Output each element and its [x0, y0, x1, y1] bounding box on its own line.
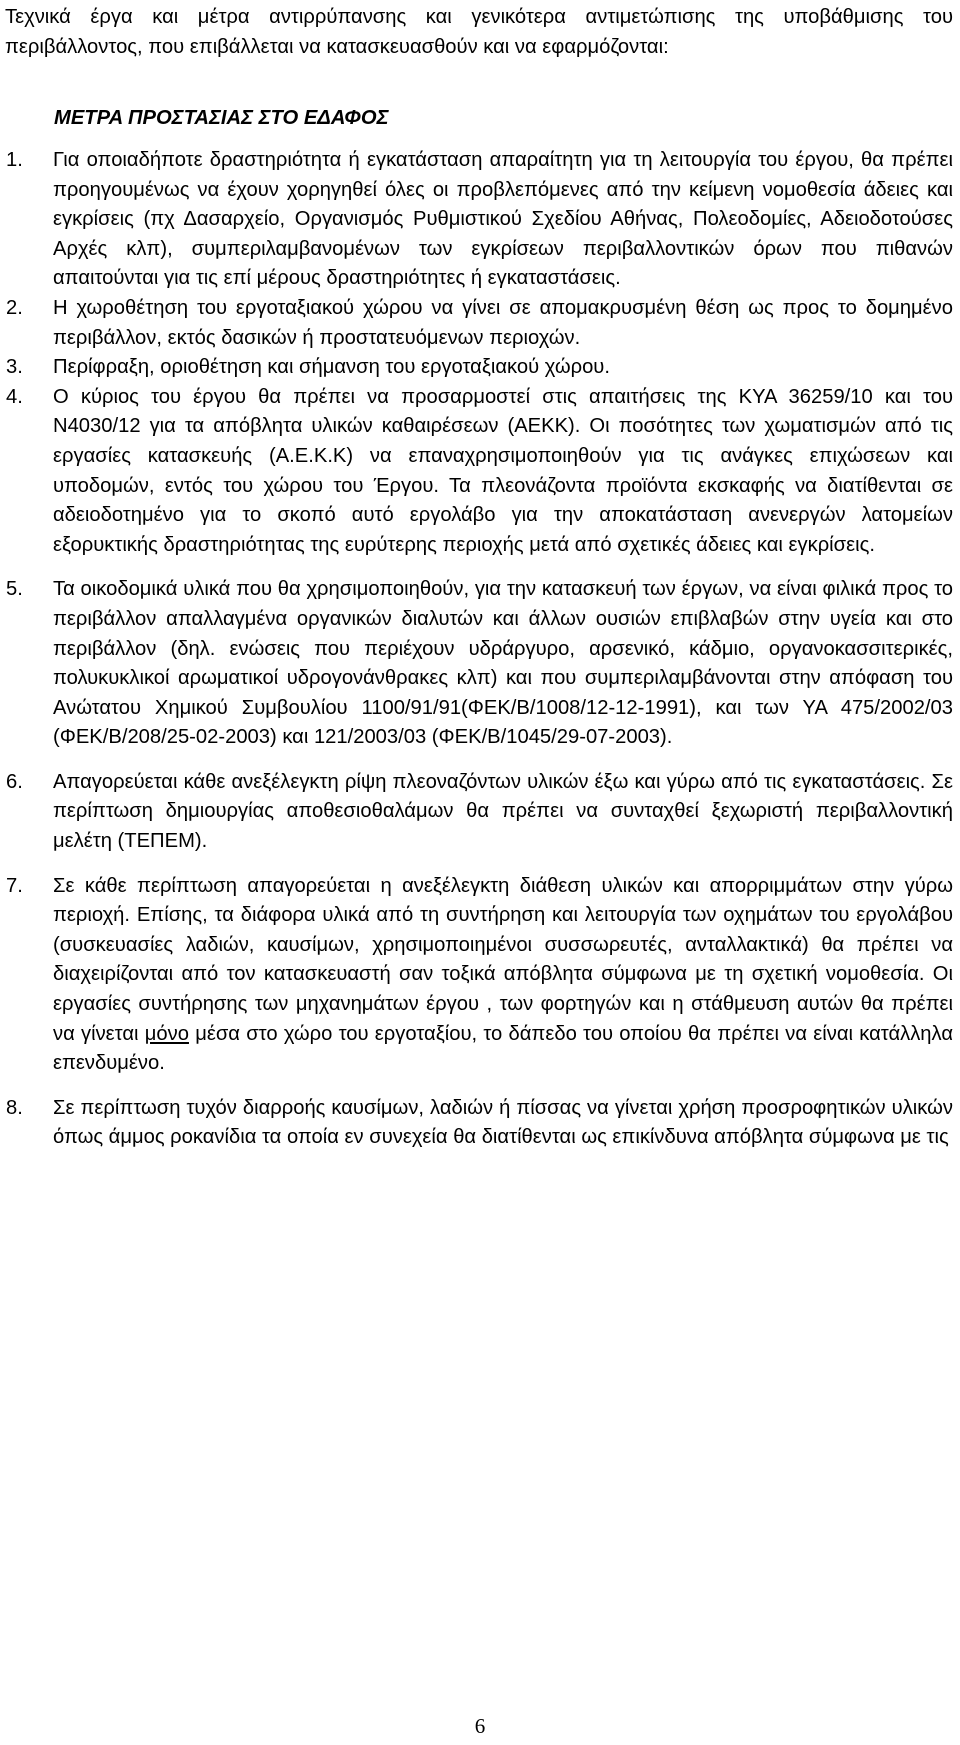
item-number: 7. [6, 874, 23, 897]
list-item [5, 146, 953, 294]
item-text: Τα οικοδομικά υλικά που θα χρησιμοποιηθούν, για την κατασκευή των έργων, να είναι φιλικά προς το περιβάλλον απαλλαγμένα οργανικών διαλυτών και άλλων ουσιών επιβλαβών στην υγεία και στο περιβάλλον (δηλ. ενώσεις που περιέχουν υδράργυρο, αρσενικό, κάδμιο, οργανοκασσιτερικές, πολυκυκλικοί αρωματικοί υδρογονάνθρακες κλπ) και που συμπεριλαμβάνονται στην απόφαση του Ανώτατου Χημικού Συμβουλίου 1100/91/91(ΦΕΚ/Β/1008/12-12-1991), και των ΥΑ 475/2002/03 (ΦΕΚ/Β/208/25-02-2003) και 121/2003/03 (ΦΕΚ/Β/1045/29-07-2003). [53, 578, 953, 749]
item-text: Για οποιαδήποτε δραστηριότητα ή εγκατάσταση απαραίτητη για τη λειτουργία του έργου, θα πρέπει προηγουμένως να έχουν χορηγηθεί όλες οι προβλεπόμενες από την κείμενη νομοθεσία άδειες και εγκρίσεις (πχ Δασαρχείο, Οργανισμός Ρυθμιστικού Σχεδίου Αθήνας, Πολεοδομίες, Αδειοδοτούσες Αρχές κλπ), συμπεριλαμβανομένων των εγκρίσεων περιβαλλοντικών όρων που πιθανών απαιτούνται για τις επί μέρους δραστηριότητες ή εγκαταστάσεις. [53, 149, 953, 290]
list-item [5, 768, 953, 857]
section-heading: ΜΕΤΡΑ ΠΡΟΣΤΑΣΙΑΣ ΣΤΟ ΕΔΑΦΟΣ [54, 107, 389, 129]
item-text [53, 872, 953, 1079]
list-item [5, 575, 953, 753]
item-text-part: Σε κάθε περίπτωση απαγορεύεται η ανεξέλεγκτη διάθεση υλικών και απορριμμάτων στην γύρω περιοχή. Επίσης, τα διάφορα υλικά από τη συντήρηση και λειτουργία των οχημάτων του εργολάβου (συσκευασίες λαδιών, καυσίμων, χρησιμοποιημένοι συσσωρευτές, ανταλλακτικά) θα πρέπει να διαχειρίζονται από τον κατασκευαστή σαν τοξικά απόβλητα σύμφωνα με τη σχετική νομοθεσία. Οι εργασίες συντήρησης των μηχανημάτων έργου , των φορτηγών και η στάθμευση αυτών θα πρέπει να γίνεται [53, 874, 953, 1045]
item-number: 6. [6, 770, 23, 793]
item-number: 1. [6, 149, 23, 171]
measures-list [5, 146, 953, 1153]
list-item [5, 872, 953, 1079]
item-number: 8. [6, 1096, 23, 1119]
page-number: 6 [474, 1714, 486, 1738]
item-text: Περίφραξη, οριοθέτηση και σήμανση του εργοταξιακού χώρου. [53, 356, 610, 379]
item-text: Απαγορεύεται κάθε ανεξέλεγκτη ρίψη πλεοναζόντων υλικών έξω και γύρω από τις εγκαταστάσεις. Σε περίπτωση δημιουργίας αποθεσιοθαλάμων θα πρέπει να συνταχθεί ξεχωριστή περιβαλλοντική μελέτη (ΤΕΠΕΜ). [53, 770, 953, 853]
underlined-word: μόνο [144, 1022, 189, 1045]
item-number: 3. [6, 356, 23, 379]
list-item [5, 1094, 953, 1153]
list-item [5, 294, 953, 353]
item-text: Ο κύριος του έργου θα πρέπει να προσαρμοστεί στις απαιτήσεις της ΚΥΑ 36259/10 και του Ν4030/12 για τα απόβλητα υλικών καθαιρέσεων (ΑΕΚΚ). Οι ποσότητες των χωματισμών από τις εργασίες κατασκευής (Α.Ε.Κ.Κ) να επαναχρησιμοποιηθούν για τις ανάγκες επιχώσεων και υποδομών, εντός του χώρου του Έργου. Τα πλεονάζοντα προϊόντα εκσκαφής να διατίθενται σε αδειοδοτημένο για το σκοπό αυτό εργολάβο για την αποκατάσταση ανενεργών λατομείων εξορυκτικής δραστηριότητας της ευρύτερης περιοχής μετά από σχετικές άδειες και εγκρίσεις. [53, 385, 953, 556]
list-item [5, 353, 953, 383]
item-number: 2. [6, 296, 23, 319]
item-number: 5. [6, 578, 23, 601]
item-text: Η χωροθέτηση του εργοταξιακού χώρου να γίνει σε απομακρυσμένη θέση ως προς το δομημένο περιβάλλον, εκτός δασικών ή προστατευόμενων περιοχών. [53, 296, 953, 349]
intro-paragraph: Τεχνικά έργα και μέτρα αντιρρύπανσης και γενικότερα αντιμετώπισης της υποβάθμισης του περιβάλλοντος, που επιβάλλεται να κατασκευασθούν και να εφαρμόζονται: [5, 6, 953, 58]
item-text-part: μέσα στο χώρο του εργοταξίου, το δάπεδο του οποίου θα πρέπει να είναι κατάλληλα επενδυμένο. [53, 1022, 953, 1075]
item-number: 4. [6, 385, 23, 408]
item-text: Σε περίπτωση τυχόν διαρροής καυσίμων, λαδιών ή πίσσας να γίνεται χρήση προσροφητικών υλικών όπως άμμος ροκανίδια τα οποία εν συνεχεία θα διατίθενται ως επικίνδυνα απόβλητα σύμφωνα με τις [53, 1096, 953, 1149]
list-item [5, 383, 953, 561]
